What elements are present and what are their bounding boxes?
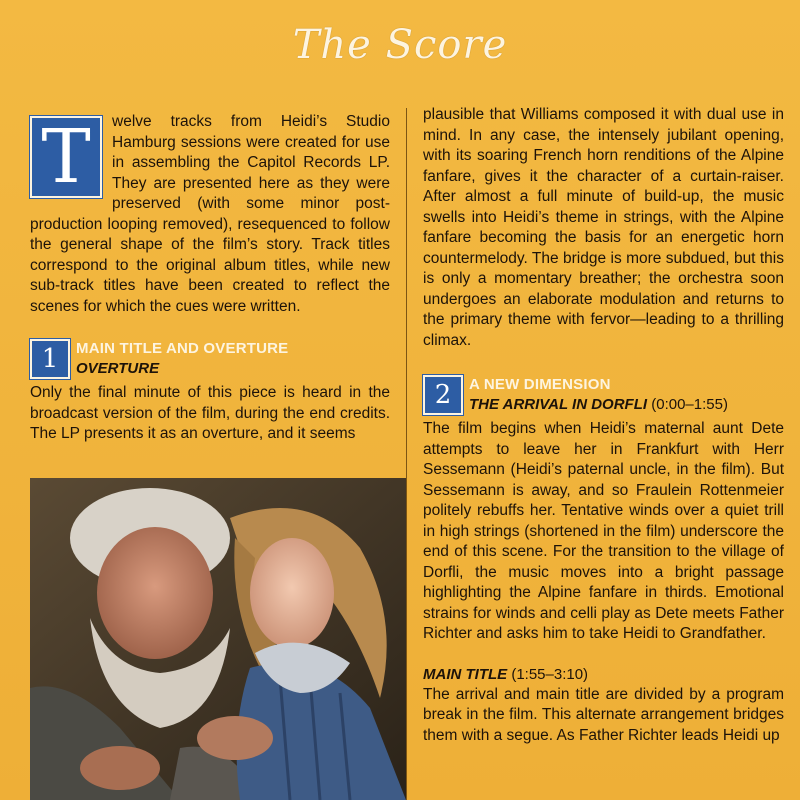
track-2-subhead <box>423 665 784 685</box>
track-1-heading <box>30 339 390 383</box>
track-1-text-right: plausible that Williams composed it with dual use in mind. In any case, the intensely jubilant opening, with its soaring French horn renditions of the Alpine fanfare, gives it the character of a curtain-raiser. After almost a full minute of build-up, the music swells into Heidi’s theme in strings, with the Alpine fanfare becoming the basis for an energetic horn countermelody. The bridge is more subdued, but this is only a momentary breather; the orchestra soon undergoes an elaborate modulation and returns to the primary theme with fervor—leading to a thrilling climax. <box>423 106 784 349</box>
column-divider <box>406 108 407 800</box>
left-column <box>30 112 390 445</box>
track-2-title: A NEW DIMENSION <box>469 376 611 393</box>
track-2-subtitle-time: (0:00–1:55) <box>651 396 728 413</box>
right-column <box>423 105 784 746</box>
track-1-text-left: Only the final minute of this piece is heard in the broadcast version of the film, during the end credits. The LP presents it as an overture, and it seems <box>30 384 390 442</box>
film-still-photo <box>30 478 406 800</box>
track-2-subhead-text: MAIN TITLE <box>423 665 508 683</box>
track-2-subtitle-text: THE ARRIVAL IN DORFLI <box>469 396 648 413</box>
track-number-badge: 2 <box>423 375 463 415</box>
track-number-badge: 1 <box>30 339 70 379</box>
track-1-subtitle: OVERTURE <box>76 360 160 377</box>
track-2-text: The film begins when Heidi’s maternal aunt Dete attempts to leave her in Frankfurt with Herr Sessemann (Heidi’s paternal uncle, in the film). But Sessemann is away, and so Fraulein Rottenmeier politely rebuffs her. Tentative winds over a quiet trill in high strings (shortened in the film) underscore the end of this scene. For the transition to the village of Dorfli, the music moves into a bright passage highlighting the Alpine fanfare in thirds. Emotional strains for winds and celli play as Dete meets Father Richter and asks him to take Heidi to Grandfather. <box>423 420 784 642</box>
track-2-heading <box>423 375 784 419</box>
track-2-text-2: The arrival and main title are divided by a program break in the film. This alternate arrangement bridges them with a segue. As Father Richter leads Heidi up <box>423 685 784 744</box>
track-2-subhead-time: (1:55–3:10) <box>511 665 589 683</box>
page-title: The Score <box>292 22 508 68</box>
photo-illustration <box>30 478 406 800</box>
track-1-title: MAIN TITLE AND OVERTURE <box>76 340 289 357</box>
intro-paragraph <box>30 112 390 317</box>
intro-text: welve tracks from Heidi’s Studio Hamburg sessions were created for use in assembling the Capitol Records LP. They are presented here as they were preserved (with some minor post-production looping removed), resequenced to follow the general shape of the film’s story. Track titles correspond to the original album titles, while new sub-track titles have been created to reflect the scenes for which the cues were written. <box>30 113 390 315</box>
track-2-subtitle <box>469 395 784 415</box>
drop-cap: T <box>30 116 102 198</box>
